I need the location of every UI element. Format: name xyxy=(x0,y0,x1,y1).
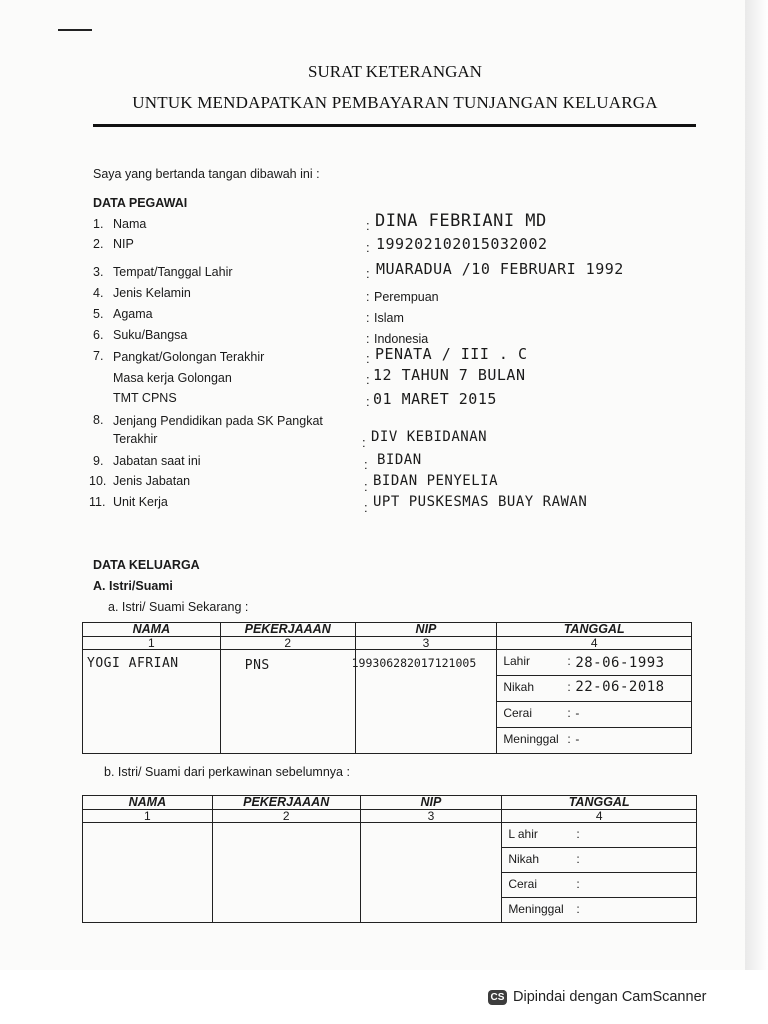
column-number: 1 xyxy=(83,637,221,650)
cell-nip xyxy=(351,650,497,754)
cell-pekerjaan xyxy=(212,823,360,923)
row-number: 8. xyxy=(93,413,104,427)
column-header-nama: NAMA xyxy=(83,623,221,637)
tanggal-label: Nikah xyxy=(503,680,534,694)
current-spouse-table xyxy=(82,622,692,754)
tanggal-cerai-row xyxy=(497,702,692,728)
value-jenjang-pendidikan: DIV KEBIDANAN xyxy=(371,429,488,445)
tanggal-label: Cerai xyxy=(508,877,537,891)
tanggal-meninggal-row xyxy=(502,898,697,923)
column-header-nip: NIP xyxy=(355,623,497,637)
tanggal-cerai-row xyxy=(502,873,697,898)
column-number: 3 xyxy=(360,810,502,823)
camscanner-logo-icon: CS xyxy=(488,990,507,1005)
row-number: 7. xyxy=(93,349,104,363)
colon: : xyxy=(366,290,370,304)
colon: : xyxy=(366,332,370,346)
field-label-jenis-jabatan: Jenis Jabatan xyxy=(113,474,191,488)
value-nip: 199202102015032002 xyxy=(376,235,548,253)
value-agama: Islam xyxy=(374,311,404,325)
value-ttl: MUARADUA /10 FEBRUARI 1992 xyxy=(376,260,624,278)
section-istri-suami: A. Istri/Suami xyxy=(93,579,173,593)
value-unit-kerja: UPT PUSKESMAS BUAY RAWAN xyxy=(373,494,588,510)
row-number: 5. xyxy=(93,307,104,321)
tanggal-label: Nikah xyxy=(508,852,539,866)
value-suku-bangsa: Indonesia xyxy=(374,332,429,346)
row-number: 3. xyxy=(93,265,104,279)
colon: : xyxy=(366,394,370,409)
field-label-masa-kerja: Masa kerja Golongan xyxy=(113,371,232,385)
column-header-pekerjaan: PEKERJAAAN xyxy=(220,623,355,637)
colon: : xyxy=(576,852,580,866)
colon: : xyxy=(364,500,368,515)
document-subtitle: UNTUK MENDAPATKAN PEMBAYARAN TUNJANGAN KELUARGA xyxy=(132,93,658,112)
subsection-previous-spouse: b. Istri/ Suami dari perkawinan sebelumnya : xyxy=(104,765,350,779)
tanggal-lahir-row xyxy=(497,650,692,676)
spouse-occupation: PNS xyxy=(244,658,270,673)
cell-nama xyxy=(83,650,221,754)
previous-spouse-table xyxy=(82,795,697,923)
tanggal-lahir-value: 28-06-1993 xyxy=(575,655,665,671)
colon: : xyxy=(366,266,370,281)
column-header-nip: NIP xyxy=(360,796,502,810)
colon: : xyxy=(576,827,580,841)
pen-mark xyxy=(58,29,92,31)
section-data-keluarga: DATA KELUARGA xyxy=(93,558,200,572)
tanggal-nikah-row xyxy=(497,676,692,702)
camscanner-watermark xyxy=(488,989,706,1005)
section-data-pegawai: DATA PEGAWAI xyxy=(93,196,188,210)
row-number: 2. xyxy=(93,237,104,251)
tanggal-nikah-value: 22-06-2018 xyxy=(575,679,665,695)
intro-text: Saya yang bertanda tangan dibawah ini : xyxy=(93,167,320,181)
value-jenis-jabatan: BIDAN PENYELIA xyxy=(373,473,499,489)
subsection-current-spouse: a. Istri/ Suami Sekarang : xyxy=(108,600,249,614)
colon: : xyxy=(364,457,368,472)
tanggal-label: Meninggal xyxy=(503,732,559,746)
field-label-unit-kerja: Unit Kerja xyxy=(113,495,168,509)
colon: : xyxy=(366,311,370,325)
spouse-name: YOGI AFRIAN xyxy=(87,656,179,671)
colon: : xyxy=(362,435,366,450)
column-header-tanggal: TANGGAL xyxy=(497,623,692,637)
colon: : xyxy=(364,479,368,494)
row-number: 6. xyxy=(93,328,104,342)
colon: : xyxy=(366,218,370,233)
field-label-pangkat: Pangkat/Golongan Terakhir xyxy=(113,350,265,364)
tanggal-meninggal-value: - xyxy=(575,732,580,746)
document-title: SURAT KETERANGAN xyxy=(308,62,482,81)
field-label-ttl: Tempat/Tanggal Lahir xyxy=(113,265,233,279)
tanggal-nikah-row xyxy=(502,848,697,873)
colon: : xyxy=(567,680,571,694)
tanggal-meninggal-row xyxy=(497,728,692,754)
colon: : xyxy=(567,706,571,720)
title-divider xyxy=(93,124,696,127)
tanggal-lahir-row xyxy=(502,823,697,848)
column-number: 3 xyxy=(355,637,497,650)
field-label-agama: Agama xyxy=(113,307,153,321)
row-number: 10. xyxy=(89,474,107,488)
tanggal-label: L ahir xyxy=(508,827,538,841)
value-nama: DINA FEBRIANI MD xyxy=(375,211,547,231)
colon: : xyxy=(366,240,370,255)
cell-nama xyxy=(83,823,213,923)
colon: : xyxy=(366,351,370,366)
column-header-pekerjaan: PEKERJAAAN xyxy=(212,796,360,810)
colon: : xyxy=(567,654,571,668)
colon: : xyxy=(366,372,370,387)
field-label-nama: Nama xyxy=(113,217,147,231)
row-number: 11. xyxy=(89,495,106,509)
column-number: 4 xyxy=(502,810,697,823)
cell-nip xyxy=(360,823,502,923)
field-label-nip: NIP xyxy=(113,237,134,251)
column-header-nama: NAMA xyxy=(83,796,213,810)
field-label-jabatan: Jabatan saat ini xyxy=(113,454,201,468)
column-number: 1 xyxy=(83,810,213,823)
field-label-suku-bangsa: Suku/Bangsa xyxy=(113,328,188,342)
colon: : xyxy=(576,877,580,891)
column-number: 2 xyxy=(220,637,355,650)
field-label-jenjang-pendidikan-cont: Terakhir xyxy=(113,432,158,446)
field-label-jenjang-pendidikan: Jenjang Pendidikan pada SK Pangkat xyxy=(113,414,323,428)
value-tmt-cpns: 01 MARET 2015 xyxy=(373,390,497,408)
watermark-text: Dipindai dengan CamScanner xyxy=(513,989,707,1005)
column-number: 2 xyxy=(212,810,360,823)
value-masa-kerja: 12 TAHUN 7 BULAN xyxy=(373,366,526,384)
value-pangkat: PENATA / III . C xyxy=(375,345,528,363)
row-number: 1. xyxy=(93,217,104,231)
field-label-jenis-kelamin: Jenis Kelamin xyxy=(113,286,191,300)
spouse-nip: 199306282017121005 xyxy=(351,656,477,670)
tanggal-label: Cerai xyxy=(503,706,532,720)
cell-pekerjaan xyxy=(220,650,355,754)
tanggal-cerai-value: - xyxy=(575,706,580,720)
value-jenis-kelamin: Perempuan xyxy=(374,290,439,304)
column-number: 4 xyxy=(497,637,692,650)
tanggal-label: Meninggal xyxy=(508,902,564,916)
row-number: 9. xyxy=(93,454,104,468)
value-jabatan: BIDAN xyxy=(377,452,422,468)
field-label-tmt-cpns: TMT CPNS xyxy=(113,391,177,405)
page-edge xyxy=(745,0,768,970)
row-number: 4. xyxy=(93,286,104,300)
tanggal-label: Lahir xyxy=(503,654,530,668)
colon: : xyxy=(576,902,580,916)
colon: : xyxy=(567,732,571,746)
column-header-tanggal: TANGGAL xyxy=(502,796,697,810)
